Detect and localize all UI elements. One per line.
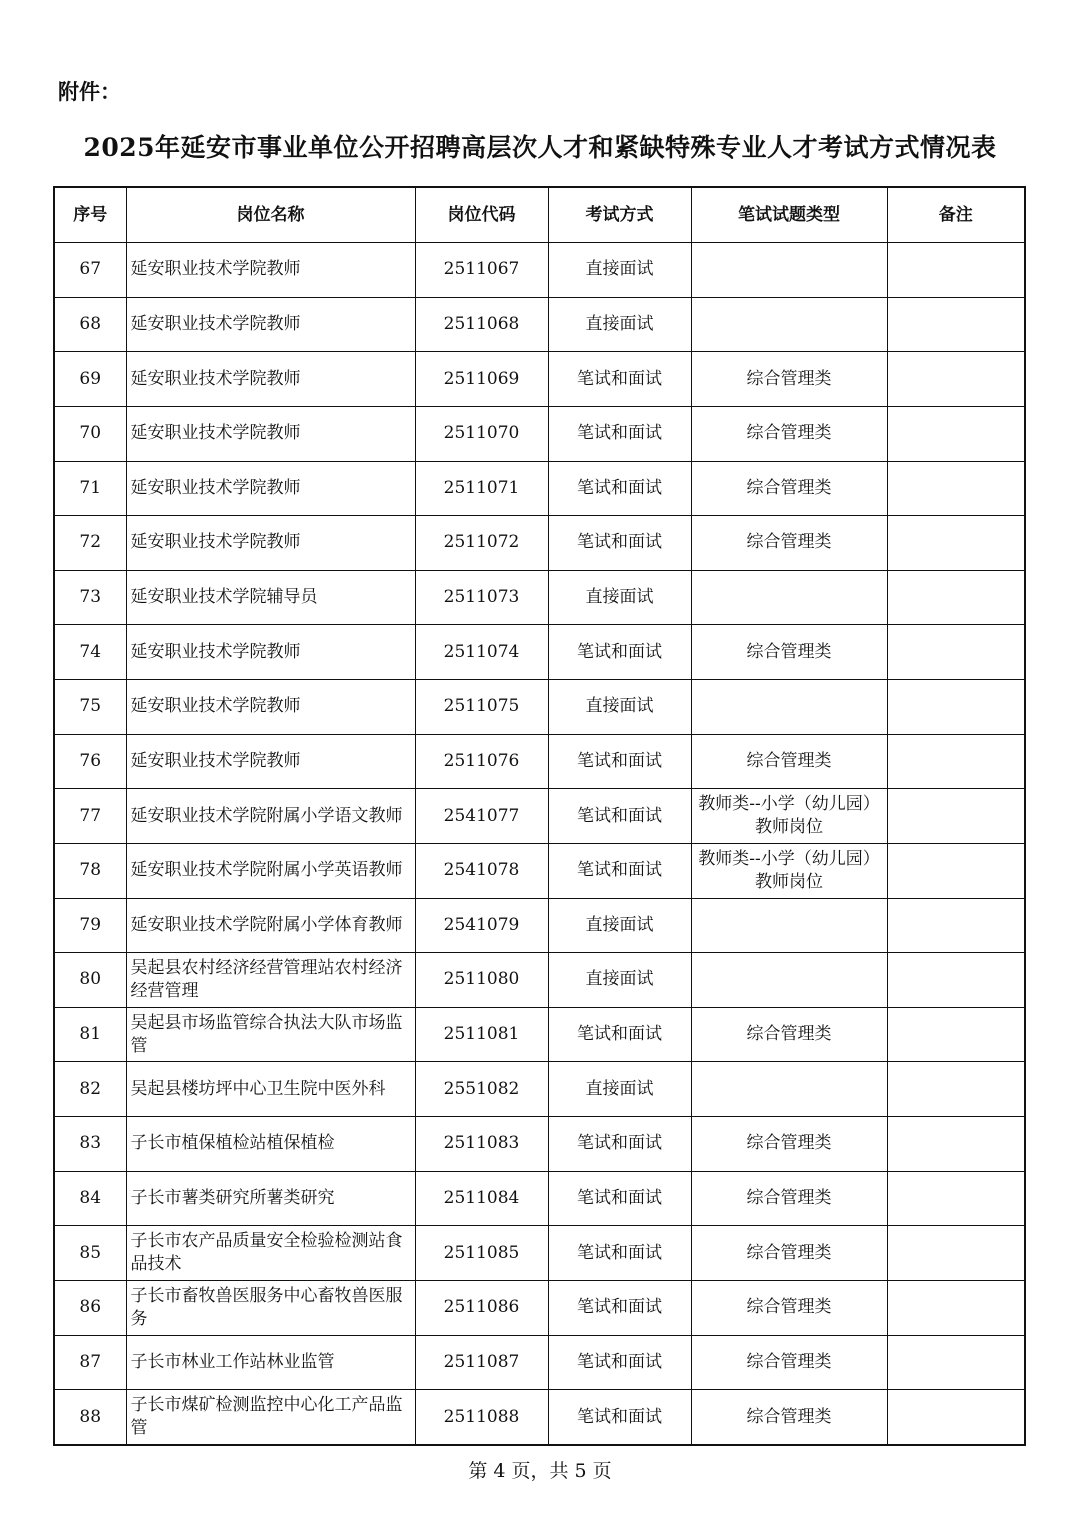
table-row <box>54 1062 1025 1117</box>
cell-position-name: 子长市煤矿检测监控中心化工产品监管 <box>126 1390 415 1445</box>
cell-position-name: 延安职业技术学院辅导员 <box>126 570 415 625</box>
header-remarks: 备注 <box>887 187 1025 243</box>
table-header-row <box>54 187 1025 243</box>
cell-exam-method: 笔试和面试 <box>548 734 691 789</box>
cell-position-code: 2511072 <box>415 516 548 571</box>
header-position-code: 岗位代码 <box>415 187 548 243</box>
table-row <box>54 297 1025 352</box>
header-seq: 序号 <box>54 187 126 243</box>
cell-seq: 73 <box>54 570 126 625</box>
cell-position-name: 延安职业技术学院教师 <box>126 625 415 680</box>
cell-seq: 82 <box>54 1062 126 1117</box>
cell-written-test-type: 综合管理类 <box>691 1171 887 1226</box>
cell-written-test-type <box>691 953 887 1008</box>
cell-written-test-type <box>691 898 887 953</box>
cell-written-test-type: 综合管理类 <box>691 1226 887 1281</box>
cell-written-test-type: 综合管理类 <box>691 625 887 680</box>
table-row <box>54 1171 1025 1226</box>
cell-position-code: 2511070 <box>415 406 548 461</box>
cell-written-test-type <box>691 680 887 735</box>
cell-exam-method: 笔试和面试 <box>548 625 691 680</box>
cell-seq: 71 <box>54 461 126 516</box>
cell-written-test-type <box>691 570 887 625</box>
table-row <box>54 680 1025 735</box>
cell-position-code: 2511087 <box>415 1335 548 1390</box>
cell-position-name: 延安职业技术学院教师 <box>126 352 415 407</box>
cell-position-code: 2511071 <box>415 461 548 516</box>
cell-position-name: 延安职业技术学院教师 <box>126 734 415 789</box>
cell-exam-method: 直接面试 <box>548 898 691 953</box>
page-title: 2025年延安市事业单位公开招聘高层次人才和紧缺特殊专业人才考试方式情况表 <box>83 133 997 162</box>
cell-written-test-type: 教师类--小学（幼儿园）教师岗位 <box>691 843 887 898</box>
cell-remarks <box>887 1007 1025 1062</box>
cell-exam-method: 笔试和面试 <box>548 1226 691 1281</box>
table-row <box>54 1390 1025 1445</box>
cell-remarks <box>887 1062 1025 1117</box>
cell-exam-method: 笔试和面试 <box>548 406 691 461</box>
cell-written-test-type: 综合管理类 <box>691 1007 887 1062</box>
cell-position-name: 吴起县楼坊坪中心卫生院中医外科 <box>126 1062 415 1117</box>
cell-position-code: 2541078 <box>415 843 548 898</box>
cell-seq: 77 <box>54 789 126 844</box>
cell-position-code: 2511073 <box>415 570 548 625</box>
cell-written-test-type: 综合管理类 <box>691 1390 887 1445</box>
cell-seq: 88 <box>54 1390 126 1445</box>
cell-position-name: 延安职业技术学院教师 <box>126 516 415 571</box>
cell-position-code: 2511088 <box>415 1390 548 1445</box>
cell-seq: 84 <box>54 1171 126 1226</box>
cell-seq: 70 <box>54 406 126 461</box>
cell-position-code: 2511081 <box>415 1007 548 1062</box>
table-row <box>54 1007 1025 1062</box>
header-exam-method: 考试方式 <box>548 187 691 243</box>
cell-exam-method: 直接面试 <box>548 297 691 352</box>
cell-remarks <box>887 297 1025 352</box>
cell-written-test-type: 综合管理类 <box>691 461 887 516</box>
table-row <box>54 898 1025 953</box>
cell-seq: 79 <box>54 898 126 953</box>
cell-written-test-type: 综合管理类 <box>691 352 887 407</box>
page-footer: 第 4 页，共 5 页 <box>468 1460 612 1482</box>
cell-seq: 81 <box>54 1007 126 1062</box>
cell-position-code: 2511076 <box>415 734 548 789</box>
cell-written-test-type: 综合管理类 <box>691 1117 887 1172</box>
cell-position-name: 延安职业技术学院教师 <box>126 243 415 298</box>
table-row <box>54 843 1025 898</box>
cell-exam-method: 直接面试 <box>548 243 691 298</box>
cell-remarks <box>887 1226 1025 1281</box>
table-row <box>54 352 1025 407</box>
cell-position-name: 延安职业技术学院附属小学体育教师 <box>126 898 415 953</box>
cell-exam-method: 笔试和面试 <box>548 1335 691 1390</box>
cell-remarks <box>887 1335 1025 1390</box>
cell-seq: 76 <box>54 734 126 789</box>
cell-exam-method: 笔试和面试 <box>548 1280 691 1335</box>
cell-remarks <box>887 1280 1025 1335</box>
cell-position-code: 2511083 <box>415 1117 548 1172</box>
exam-method-table <box>53 186 1026 1446</box>
cell-exam-method: 笔试和面试 <box>548 1007 691 1062</box>
cell-position-code: 2511086 <box>415 1280 548 1335</box>
table-row <box>54 734 1025 789</box>
cell-exam-method: 笔试和面试 <box>548 1390 691 1445</box>
cell-exam-method: 笔试和面试 <box>548 843 691 898</box>
table-row <box>54 1335 1025 1390</box>
cell-written-test-type: 综合管理类 <box>691 1280 887 1335</box>
cell-position-name: 子长市农产品质量安全检验检测站食品技术 <box>126 1226 415 1281</box>
cell-remarks <box>887 734 1025 789</box>
cell-written-test-type: 综合管理类 <box>691 516 887 571</box>
cell-exam-method: 笔试和面试 <box>548 516 691 571</box>
cell-written-test-type: 综合管理类 <box>691 734 887 789</box>
cell-exam-method: 笔试和面试 <box>548 352 691 407</box>
table-body <box>54 243 1025 1446</box>
table-row <box>54 1280 1025 1335</box>
cell-position-name: 延安职业技术学院教师 <box>126 680 415 735</box>
table-row <box>54 570 1025 625</box>
header-position-name: 岗位名称 <box>126 187 415 243</box>
cell-position-code: 2551082 <box>415 1062 548 1117</box>
cell-written-test-type: 教师类--小学（幼儿园）教师岗位 <box>691 789 887 844</box>
cell-exam-method: 笔试和面试 <box>548 789 691 844</box>
cell-remarks <box>887 1171 1025 1226</box>
cell-position-name: 吴起县农村经济经营管理站农村经济经营管理 <box>126 953 415 1008</box>
cell-position-name: 子长市林业工作站林业监管 <box>126 1335 415 1390</box>
cell-remarks <box>887 1390 1025 1445</box>
header-written-test-type: 笔试试题类型 <box>691 187 887 243</box>
cell-exam-method: 笔试和面试 <box>548 1171 691 1226</box>
cell-exam-method: 笔试和面试 <box>548 1117 691 1172</box>
table-row <box>54 516 1025 571</box>
cell-position-name: 延安职业技术学院教师 <box>126 297 415 352</box>
cell-remarks <box>887 953 1025 1008</box>
cell-position-code: 2511075 <box>415 680 548 735</box>
table-row <box>54 789 1025 844</box>
cell-remarks <box>887 898 1025 953</box>
cell-written-test-type <box>691 1062 887 1117</box>
cell-seq: 85 <box>54 1226 126 1281</box>
table-row <box>54 461 1025 516</box>
cell-seq: 75 <box>54 680 126 735</box>
cell-position-name: 延安职业技术学院附属小学语文教师 <box>126 789 415 844</box>
cell-exam-method: 直接面试 <box>548 680 691 735</box>
cell-position-code: 2511074 <box>415 625 548 680</box>
cell-remarks <box>887 843 1025 898</box>
cell-position-name: 子长市畜牧兽医服务中心畜牧兽医服务 <box>126 1280 415 1335</box>
cell-written-test-type <box>691 243 887 298</box>
cell-remarks <box>887 516 1025 571</box>
table-row <box>54 1117 1025 1172</box>
table-row <box>54 1226 1025 1281</box>
cell-exam-method: 笔试和面试 <box>548 461 691 516</box>
cell-seq: 67 <box>54 243 126 298</box>
cell-position-name: 延安职业技术学院教师 <box>126 461 415 516</box>
cell-position-code: 2511067 <box>415 243 548 298</box>
cell-remarks <box>887 1117 1025 1172</box>
cell-seq: 68 <box>54 297 126 352</box>
cell-remarks <box>887 352 1025 407</box>
cell-exam-method: 直接面试 <box>548 953 691 1008</box>
cell-remarks <box>887 680 1025 735</box>
cell-remarks <box>887 625 1025 680</box>
cell-remarks <box>887 243 1025 298</box>
table-row <box>54 406 1025 461</box>
cell-position-name: 延安职业技术学院附属小学英语教师 <box>126 843 415 898</box>
cell-written-test-type: 综合管理类 <box>691 406 887 461</box>
cell-position-code: 2511068 <box>415 297 548 352</box>
cell-written-test-type: 综合管理类 <box>691 1335 887 1390</box>
cell-written-test-type <box>691 297 887 352</box>
cell-position-code: 2541077 <box>415 789 548 844</box>
cell-seq: 74 <box>54 625 126 680</box>
table-row <box>54 953 1025 1008</box>
cell-exam-method: 直接面试 <box>548 1062 691 1117</box>
cell-position-code: 2511085 <box>415 1226 548 1281</box>
cell-position-name: 子长市薯类研究所薯类研究 <box>126 1171 415 1226</box>
cell-position-name: 子长市植保植检站植保植检 <box>126 1117 415 1172</box>
cell-seq: 86 <box>54 1280 126 1335</box>
cell-exam-method: 直接面试 <box>548 570 691 625</box>
table-row <box>54 243 1025 298</box>
cell-remarks <box>887 406 1025 461</box>
cell-remarks <box>887 570 1025 625</box>
cell-position-code: 2511080 <box>415 953 548 1008</box>
cell-seq: 80 <box>54 953 126 1008</box>
attachment-label: 附件： <box>58 79 121 104</box>
cell-position-name: 延安职业技术学院教师 <box>126 406 415 461</box>
cell-seq: 87 <box>54 1335 126 1390</box>
table-row <box>54 625 1025 680</box>
cell-position-code: 2511084 <box>415 1171 548 1226</box>
cell-remarks <box>887 461 1025 516</box>
cell-seq: 83 <box>54 1117 126 1172</box>
cell-remarks <box>887 789 1025 844</box>
cell-seq: 72 <box>54 516 126 571</box>
cell-position-code: 2541079 <box>415 898 548 953</box>
cell-seq: 69 <box>54 352 126 407</box>
cell-seq: 78 <box>54 843 126 898</box>
cell-position-name: 吴起县市场监管综合执法大队市场监管 <box>126 1007 415 1062</box>
cell-position-code: 2511069 <box>415 352 548 407</box>
